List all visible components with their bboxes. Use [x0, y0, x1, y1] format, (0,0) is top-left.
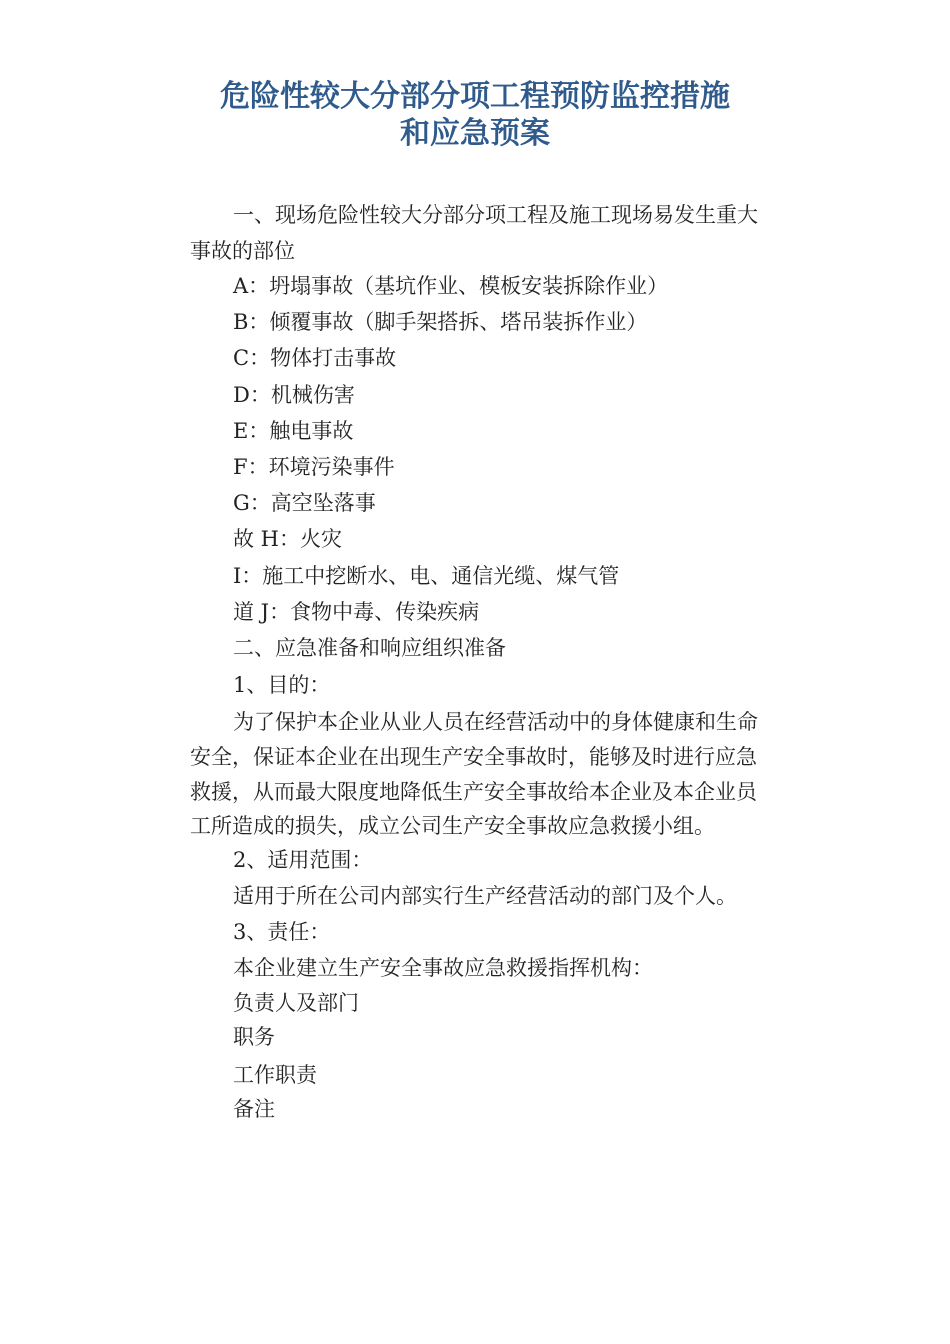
subsection-purpose-heading: 1、目的：: [233, 673, 331, 697]
list-item-j: 道 J：食物中毒、传染疾病: [233, 600, 480, 624]
purpose-text-line-4: 工所造成的损失，成立公司生产安全事故应急救援小组。: [190, 814, 715, 838]
table-label-duties: 工作职责: [233, 1063, 317, 1087]
table-label-remarks: 备注: [233, 1097, 275, 1121]
list-item-c: C：物体打击事故: [233, 346, 397, 370]
table-label-owner: 负责人及部门: [233, 991, 359, 1015]
list-item-i: I：施工中挖断水、电、通信光缆、煤气管: [233, 564, 620, 588]
document-title: [150, 78, 800, 152]
list-item-b: B：倾覆事故（脚手架搭拆、塔吊装拆作业）: [233, 310, 648, 334]
scope-text: 适用于所在公司内部实行生产经营活动的部门及个人。: [233, 884, 737, 908]
list-item-d: D：机械伤害: [233, 383, 355, 407]
responsibility-text: 本企业建立生产安全事故应急救援指挥机构：: [233, 956, 653, 980]
title-line-2: 和应急预案: [400, 116, 550, 151]
table-label-position: 职务: [233, 1025, 275, 1049]
purpose-text-line-1: 为了保护本企业从业人员在经营活动中的身体健康和生命: [233, 710, 758, 734]
section-1-heading-line-1: 一、现场危险性较大分部分项工程及施工现场易发生重大: [233, 203, 758, 227]
title-line-1: 危险性较大分部分项工程预防监控措施: [220, 79, 730, 114]
purpose-text-line-2: 安全，保证本企业在出现生产安全事故时，能够及时进行应急: [190, 745, 757, 769]
list-item-g: G：高空坠落事: [233, 491, 376, 515]
list-item-f: F：环境污染事件: [233, 455, 395, 479]
subsection-responsibility-heading: 3、责任：: [233, 920, 331, 944]
section-2-heading: 二、应急准备和响应组织准备: [233, 636, 506, 660]
subsection-scope-heading: 2、适用范围：: [233, 848, 373, 872]
list-item-e: E：触电事故: [233, 419, 354, 443]
purpose-text-line-3: 救援，从而最大限度地降低生产安全事故给本企业及本企业员: [190, 780, 757, 804]
list-item-h: 故 H：火灾: [233, 527, 342, 551]
list-item-a: A：坍塌事故（基坑作业、模板安装拆除作业）: [233, 274, 669, 298]
section-1-heading-line-2: 事故的部位: [190, 239, 295, 263]
